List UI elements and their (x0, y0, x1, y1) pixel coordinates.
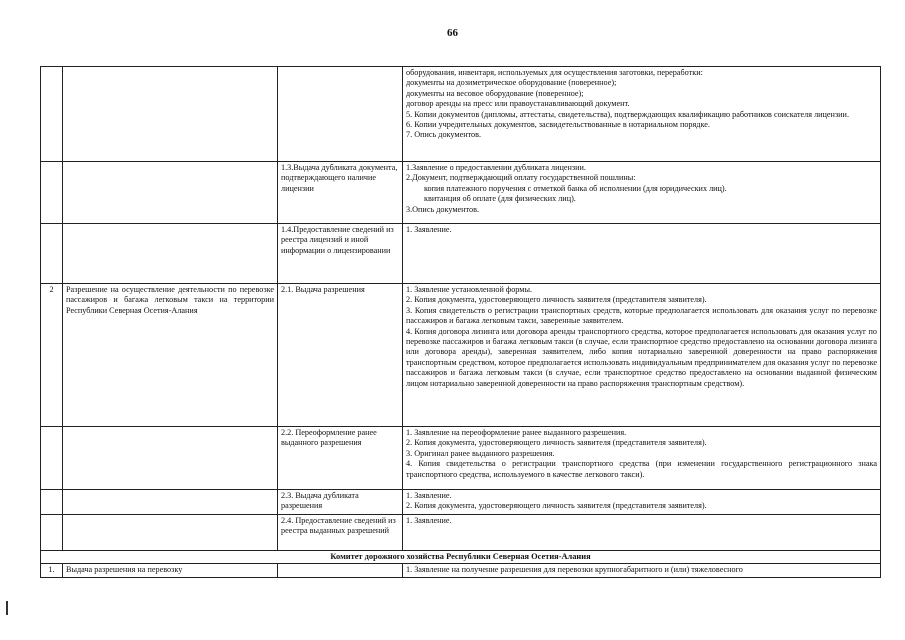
service-cell (63, 162, 278, 224)
doc-line: документы на дозиметрическое оборудование (поверенное); (406, 78, 617, 88)
row-number-cell (41, 515, 63, 551)
table-row (41, 427, 881, 490)
doc-line: 3. Копия свидетельств о регистрации транспортных средств, которые предполагается использовать для оказания услуг по перевозке пассажиров и багажа легковым такси, заверенные заявителем. (406, 305, 877, 326)
documents-cell (403, 162, 881, 224)
row-number-cell (41, 427, 63, 490)
doc-line: 2. Копия документа, удостоверяющего личность заявителя (представителя заявителя). (406, 438, 707, 448)
subservice-cell: 2.4. Предоставление сведений из реестра выданных разрешений (278, 515, 403, 551)
doc-line: 1. Заявление установленной формы. (406, 285, 532, 294)
doc-line: 2.Документ, подтверждающий оплату государственной пошлины: (406, 173, 636, 183)
doc-line: оборудования, инвентаря, используемых для осуществления заготовки, переработки: (406, 68, 703, 77)
documents-cell (403, 224, 881, 284)
table-row (41, 564, 881, 577)
section-title: Комитет дорожного хозяйства Республики Северная Осетия-Алания (41, 551, 881, 564)
table-row (41, 490, 881, 515)
service-cell (63, 427, 278, 490)
subservice-cell (278, 564, 403, 577)
table-row (41, 224, 881, 284)
row-number-cell (41, 490, 63, 515)
subservice-cell: 1.3.Выдача дубликата документа, подтверждающего наличие лицензии (278, 162, 403, 224)
row-number-cell: 2 (41, 284, 63, 427)
doc-line: 1. Заявление. (406, 516, 452, 525)
section-header-row (41, 551, 881, 564)
service-cell (63, 67, 278, 162)
doc-line: 4. Копия договора лизинга или договора аренды транспортного средства, которое предполагается использовать для оказания услуг по перевозке пассажиров и багажа легковым такси (в случае, если транспортное средство предоставлено на основании договора лизинга или договора аренды), заверенная заявителем, либо копия нотариально заверенной доверенности на право распоряжения транспортным средством, которое предполагается использовать индивидуальным предпринимателем для оказания услуг по перевозке пассажиров и багажа легковым такси (в случае, если транспортное средство предоставлено на основании выданной физическим лицом нотариально заверенной доверенности на право распоряжения транспортным средством). (406, 326, 877, 388)
documents-cell (403, 427, 881, 490)
page-number: 66 (447, 27, 458, 39)
doc-line: 2. Копия документа, удостоверяющего личность заявителя (представителя заявителя). (406, 501, 707, 511)
doc-line: 3. Оригинал ранее выданного разрешения. (406, 448, 555, 458)
doc-line: 1. Заявление. (406, 491, 452, 500)
doc-line: 3.Опись документов. (406, 204, 480, 214)
documents-cell (403, 67, 881, 162)
doc-line: 6. Копии учредительных документов, засвидетельствованные в нотариальном порядке. (406, 120, 710, 130)
doc-line: 1.Заявление о предоставлении дубликата лицензии. (406, 163, 586, 172)
doc-line: 5. Копии документов (дипломы, аттестаты, свидетельства), подтверждающих квалификацию работников соискателя лицензии. (406, 109, 849, 119)
table-row (41, 67, 881, 162)
table-row (41, 162, 881, 224)
subservice-cell (278, 67, 403, 162)
doc-line: копия платежного поручения с отметкой банка об исполнении (для юридических лиц). (424, 183, 727, 193)
service-cell (63, 515, 278, 551)
subservice-cell: 2.1. Выдача разрешения (278, 284, 403, 427)
documents-cell (403, 490, 881, 515)
doc-line: 1. Заявление на переоформление ранее выданного разрешения. (406, 428, 627, 437)
subservice-cell: 1.4.Предоставление сведений из реестра лицензий и иной информации о лицензировании (278, 224, 403, 284)
documents-cell (403, 515, 881, 551)
row-number-cell: 1. (41, 564, 63, 577)
doc-line: 7. Опись документов. (406, 130, 482, 140)
doc-line: 2. Копия документа, удостоверяющего личность заявителя (представителя заявителя). (406, 295, 707, 305)
service-cell (63, 490, 278, 515)
margin-mark (6, 601, 8, 615)
doc-line: договор аренды на пресс или правоустанавливающий документ. (406, 99, 630, 109)
service-cell: Выдача разрешения на перевозку (63, 564, 278, 577)
documents-cell: 1. Заявление на получение разрешения для перевозки крупногабаритного и (или) тяжеловесного (403, 564, 881, 577)
service-cell: Разрешение на осуществление деятельности по перевозке пассажиров и багажа легковым такси на территории Республики Северная Осетия-Алания (63, 284, 278, 427)
subservice-cell: 2.2. Переоформление ранее выданного разрешения (278, 427, 403, 490)
table-row (41, 515, 881, 551)
service-cell (63, 224, 278, 284)
doc-line: 4. Копия свидетельства о регистрации транспортного средства (при изменении государственного регистрационного знака транспортного средства, используемого в качестве легкового такси). (406, 459, 877, 479)
row-number-cell (41, 224, 63, 284)
documents-cell (403, 284, 881, 427)
row-number-cell (41, 67, 63, 162)
row-number-cell (41, 162, 63, 224)
services-table (40, 66, 881, 578)
doc-line: документы на весовое оборудование (поверенное); (406, 88, 584, 98)
table-row (41, 284, 881, 427)
doc-line: 1. Заявление. (406, 225, 452, 234)
doc-line: квитанция об оплате (для физических лиц). (424, 194, 576, 204)
subservice-cell: 2.3. Выдача дубликата разрешения (278, 490, 403, 515)
